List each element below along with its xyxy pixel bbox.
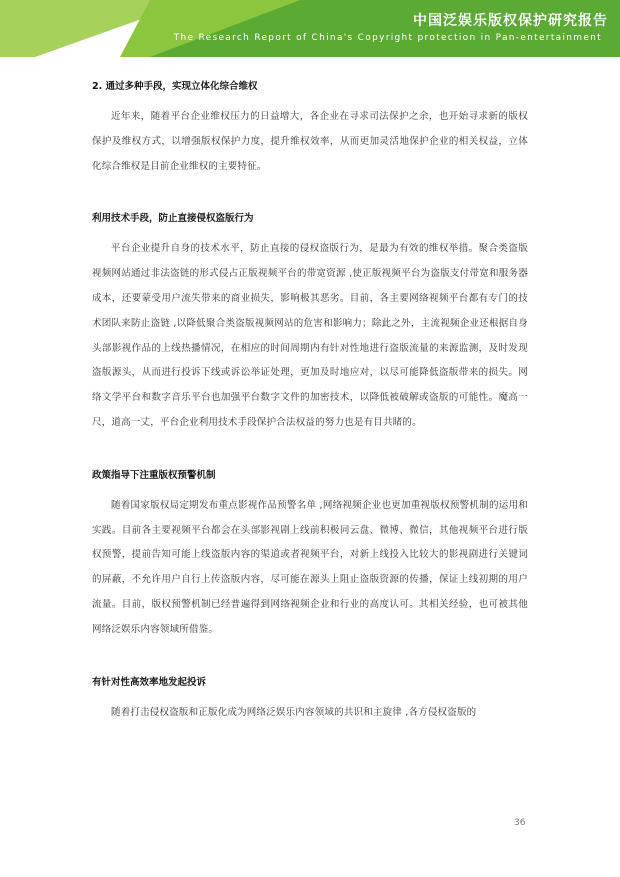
section-integrated-protection <box>92 80 528 179</box>
section-paragraph: 平台企业提升自身的技术水平，防止直接的侵权盗版行为，是最为有效的维权举措。聚合类盗版视频网站通过非法盗链的形式侵占正版视频平台的带宽资源 ,使正版视频平台为盗版支付带宽和服务器成本，还要蒙受用户流失带来的商业损失，影响极其恶劣。目前，各主要网络视频平台都有专门的技术团队来防止盗链 ,以降低聚合类盗版视频网站的危害和影响力；除此之外，主流视频企业还根据自身头部影视作品的上线热播情况，在相应的时间周期内有针对性地进行盗版流量的来源监测，及时发现盗版源头，从而进行投诉下线或诉讼举证处理，更加及时地应对，以尽可能降低盗版带来的损失。网络文学平台和数字音乐平台也加强平台数字文件的加密技术，以降低被破解或盗版的可能性。魔高一尺，道高一丈，平台企业利用技术手段保护合法权益的努力也是有目共睹的。 <box>92 243 528 428</box>
section-technical-means <box>92 212 528 435</box>
document-body <box>92 80 528 758</box>
section-heading: 2. 通过多种手段，实现立体化综合维权 <box>92 81 258 92</box>
section-heading: 利用技术手段，防止直接侵权盗版行为 <box>92 213 254 225</box>
page-number: 36 <box>514 818 526 828</box>
section-targeted-complaints <box>92 676 528 726</box>
section-paragraph: 随着打击侵权盗版和正版化成为网络泛娱乐内容领域的共识和主旋律 ,各方侵权盗版的 <box>111 706 477 718</box>
report-subtitle: The Research Report of China's Copyright protection in Pan-entertainment <box>173 33 602 43</box>
header-banner <box>0 0 620 57</box>
section-heading: 有针对性高效率地发起投诉 <box>92 676 207 688</box>
section-heading: 政策指导下注重版权预警机制 <box>92 469 216 481</box>
section-paragraph: 随着国家版权局定期发布重点影视作品预警名单 ,网络视频企业也更加重视版权预警机制的运用和实践。目前各主要视频平台都会在头部影视剧上线前积极同云盘、微博、微信，其他视频平台进行版权预警，提前告知可能上线盗版内容的渠道或者视频平台，对新上线投入比较大的影视剧进行关键词的屏蔽，不允许用户自行上传盗版内容，尽可能在源头上阻止盗版资源的传播，保证上线初期的用户流量。目前，版权预警机制已经普遍得到网络视频企业和行业的高度认可。其相关经验，也可被其他网络泛娱乐内容领域所借鉴。 <box>92 499 528 635</box>
report-title: 中国泛娱乐版权保护研究报告 <box>413 13 608 29</box>
section-copyright-warning <box>92 469 528 643</box>
section-paragraph: 近年来，随着平台企业维权压力的日益增大，各企业在寻求司法保护之余，也开始寻求新的版权保护及维权方式，以增强版权保护力度，提升维权效率，从而更加灵活地保护企业的相关权益，立体化综合维权是目前企业维权的主要特征。 <box>92 111 528 172</box>
